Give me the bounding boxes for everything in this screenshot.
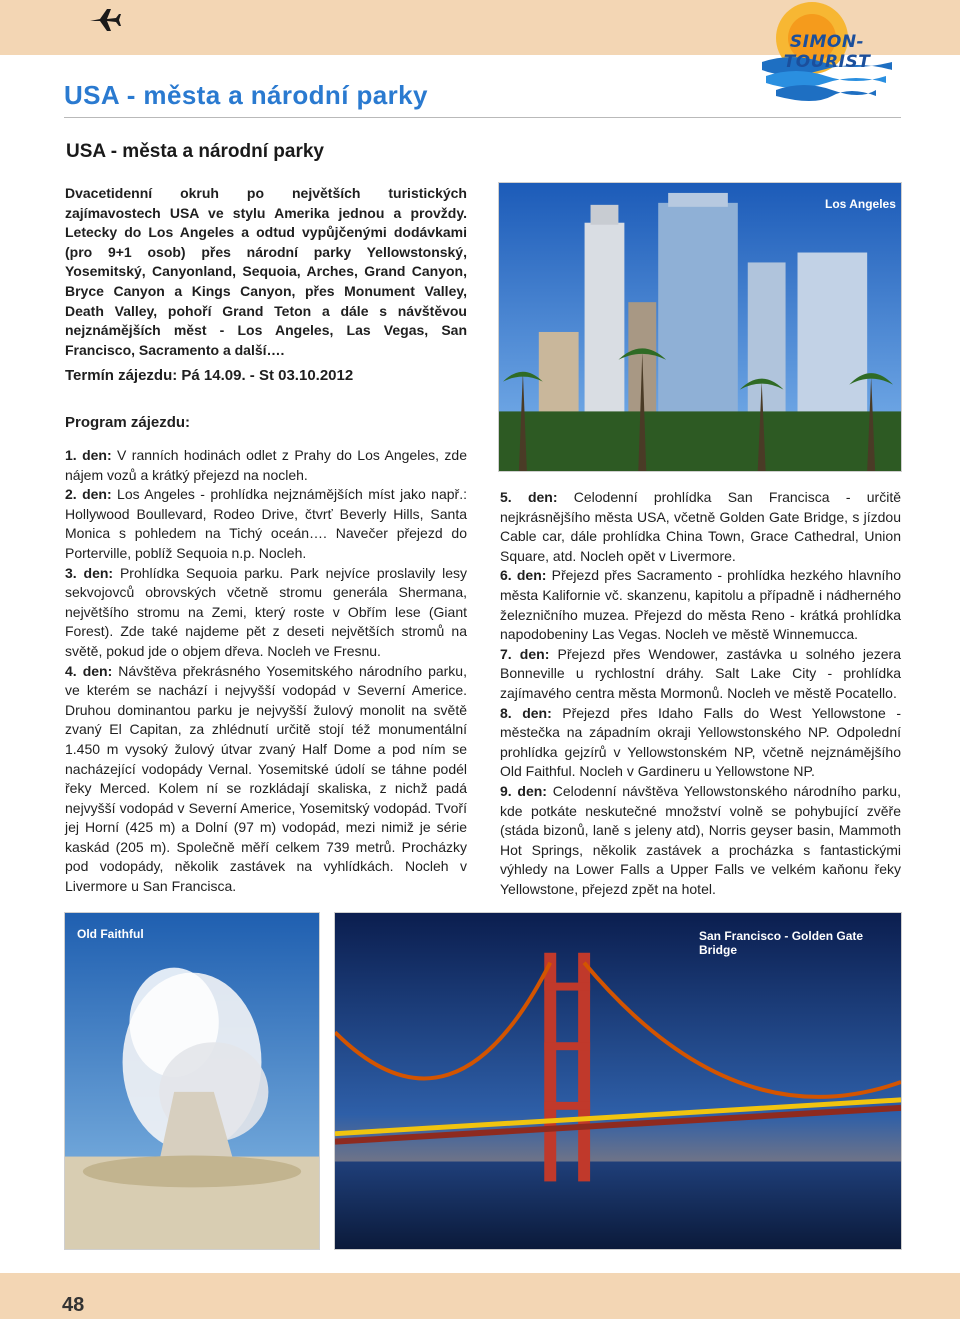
los-angeles-photo [498, 182, 902, 472]
program-day [500, 566, 901, 644]
day-label: 7. den: [500, 645, 550, 662]
day-label: 2. den: [65, 486, 112, 503]
program-day [500, 704, 901, 782]
day-label: 9. den: [500, 782, 547, 799]
program-title: Program zájezdu: [65, 414, 191, 431]
airplane-icon [88, 6, 122, 34]
tour-dates: Termín zájezdu: Pá 14.09. - St 03.10.2012 [65, 367, 354, 384]
program-day [65, 446, 467, 485]
day-text: Přejezd přes Idaho Falls do West Yellowstone - městečka na západním okraji Yellowstonského NP. Odpolední prohlídka gejzírů v Yellowstonském NP, včetně nejznámějšího Old Faithful. Nocleh v Gardineru u Yellowstone NP. [500, 704, 901, 780]
day-text: Los Angeles - prohlídka nejznámějších míst jako např.: Hollywood Boullevard, Rodeo Drive, čtvrť Beverly Hills, Santa Monica s pohledem na Tichý oceán…. Navečer přejezd do Porterville, poblíž Sequoia n.p. Nocleh. [65, 486, 467, 561]
day-text: Návštěva překrásného Yosemitského národního parku, ve kterém se nachází i nejvyšší vodopád v Severní Americe. Druhou dominantou parku je nejvyšší žulový monolit na světě zvaný El Capitan, za zhlédnutí určitě stojí též monumentální 1.450 m vysoký žulový útvar zvaný Half Dome a pod ním se nacházející vodopády Vernal. Yosemitské údolí se táhne podél řeky Merced. Kolem ní se rozkládají skaliska, z nichž padá nejvyšší vodopád v Severní Americe, Yosemitský vodopád. Tvoří jej Horní (425 m) a Dolní (97 m) vodopád, mezi nimiž je série kaskád (205 m). Společně měří celkem 739 metrů. Procházky pod vodopády, několik zastávek na vyhlídkách. Nocleh v Livermore u San Francisca. [65, 662, 467, 895]
program-day [500, 645, 901, 704]
golden-gate-photo [334, 912, 902, 1250]
program-day [500, 782, 901, 900]
day-text: Prohlídka Sequoia parku. Park nejvíce proslavily lesy sekvojovců obrovských včetně stromu generála Shermana, největšího stromu na Zemi, který roste v Obřím lese (Giant Forest). Zde také najdeme pět z deseti největších stromů na světě, pokud jde o objem dřeva. Nocleh ve Fresnu. [65, 564, 467, 659]
page-number: 48 [62, 1294, 85, 1316]
page-title: USA - města a národní parky [64, 80, 428, 110]
program-day [65, 564, 467, 662]
day-label: 3. den: [65, 564, 114, 581]
program-column-right [500, 488, 901, 899]
golden-gate-caption: San Francisco - Golden Gate Bridge [699, 929, 864, 957]
day-label: 8. den: [500, 704, 552, 721]
program-day [500, 488, 901, 566]
day-text: Celodenní návštěva Yellowstonského národního parku, kde potkáte neskutečné množství volně se pohybující zvěře (stáda bizonů, laně s jeleny atd), Norris geyser basin, Mammoth Hot Springs, několik zastávek a procházka s fantastickými výhledy na Lower Falls a Upper Falls ve velkém kaňonu řeky Yellowstone, přejezd zpět na hotel. [500, 782, 901, 897]
day-label: 1. den: [65, 447, 112, 463]
day-text: V ranních hodinách odlet z Prahy do Los Angeles, zde nájem vozů a krátký přejezd na nocleh. [65, 447, 467, 483]
day-text: Přejezd přes Sacramento - prohlídka hezkého hlavního městа Kalifornie vč. skanzenu, kapitolu a případně i nádherného železničního muzea. Přejezd do města Reno - krátká prohlídka napodobeniny Las Vegas. Nocleh ve městě Winnemucca. [500, 567, 902, 643]
logo-text: SIMON-TOURIST [783, 32, 871, 72]
program-day [65, 662, 467, 897]
footer-band [0, 1273, 960, 1319]
program-column-left [65, 446, 467, 897]
day-text: Přejezd přes Wendower, zastávka u solného jezera Bonneville u rychlostní dráhy. Salt Lake City - prohlídka zajímavého centra města Mormonů. Nocleh ve městě Pocatello. [500, 645, 902, 701]
day-label: 6. den: [500, 567, 547, 584]
intro-paragraph: Dvacetidenní okruh po největších turistických zajímavostech USA ve stylu Amerika jednou a provždy. Letecky do Los Angeles a odtud vypůjčenými dodávkami (pro 9+1 osob) přes národní parky Yellowstonský, Yosemitský, Canyonland, Sequoia, Arches, Grand Canyon, Bryce Canyon a Kings Canyon, přes Monument Valley, Death Valley, pohoří Grand Teton a dále s návštěvou nejznámějších měst - Los Angeles, Las Vegas, San Francisco, Sacramento a další…. [65, 185, 467, 358]
old-faithful-photo [64, 912, 320, 1250]
section-title: USA - města a národní parky [66, 141, 324, 162]
title-divider [64, 117, 901, 118]
program-day [65, 485, 467, 563]
old-faithful-caption: Old Faithful [77, 927, 144, 941]
day-label: 5. den: [500, 489, 558, 505]
day-text: Celodenní prohlídka San Francisca - určitě nejkrásnějšího města USA, včetně Golden Gate Bridge, s jízdou Cable car, dále prohlídka China Town, Grace Cathedral, Union Square, atd. Nocleh opět v Livermore. [500, 489, 901, 564]
day-label: 4. den: [65, 662, 113, 679]
los-angeles-caption: Los Angeles [825, 197, 896, 211]
